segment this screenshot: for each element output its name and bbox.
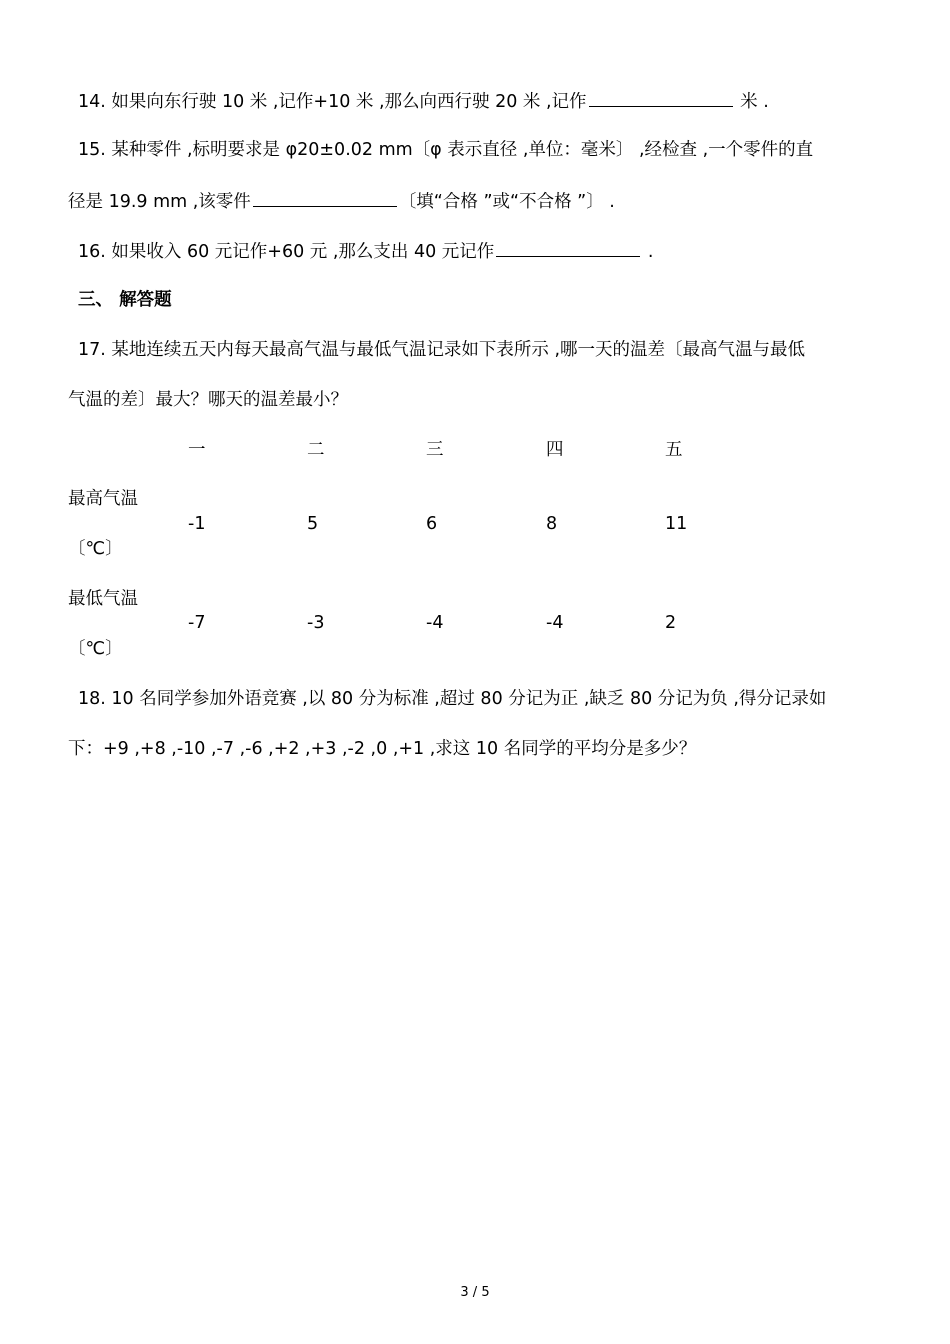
question-16-answer-blank[interactable] xyxy=(496,238,640,257)
table-header-day-5: 五 xyxy=(665,440,683,460)
table-row-low-label: 最低气温 xyxy=(68,589,138,609)
question-14-text: 14. 如果向东行驶 10 米 ,记作+10 米 ,那么向西行驶 20 米 ,记作 xyxy=(78,92,587,112)
table-cell-low-3: -4 xyxy=(426,613,444,633)
question-14 xyxy=(78,88,769,114)
question-15-answer-blank[interactable] xyxy=(253,188,397,207)
table-cell-low-5: 2 xyxy=(665,613,677,633)
question-15-text: 径是 19.9 mm ,该零件 xyxy=(68,192,251,212)
question-14-unit: 米 . xyxy=(734,92,769,112)
question-18-line-2: 下：+9 ,+8 ,-10 ,-7 ,-6 ,+2 ,+3 ,-2 ,0 ,+1 ,求这 10 名同学的平均分是多少？ xyxy=(68,739,697,759)
table-cell-high-4: 8 xyxy=(546,514,558,534)
question-15-line-1: 15. 某种零件 ,标明要求是 φ20±0.02 mm〔φ 表示直径 ,单位：毫米〕 ,经检查 ,一个零件的直 xyxy=(78,140,814,160)
table-header-day-4: 四 xyxy=(546,440,564,460)
table-header-day-3: 三 xyxy=(426,440,444,460)
question-16-text: 16. 如果收入 60 元记作+60 元 ,那么支出 40 元记作 xyxy=(78,242,495,262)
question-16-end: . xyxy=(642,242,654,262)
table-cell-low-1: -7 xyxy=(188,613,206,633)
question-17-line-1: 17. 某地连续五天内每天最高气温与最低气温记录如下表所示 ,哪一天的温差〔最高气温与最低 xyxy=(78,340,806,360)
page-number: 3 / 5 xyxy=(460,1285,490,1300)
question-14-answer-blank[interactable] xyxy=(589,88,733,107)
question-18-line-1: 18. 10 名同学参加外语竞赛 ,以 80 分为标准 ,超过 80 分记为正 ,缺乏 80 分记为负 ,得分记录如 xyxy=(78,689,827,709)
question-15-line-2 xyxy=(68,188,615,214)
table-cell-high-1: -1 xyxy=(188,514,206,534)
table-header-day-1: 一 xyxy=(188,440,206,460)
table-row-high-unit: 〔℃〕 xyxy=(68,539,123,559)
question-16 xyxy=(78,238,653,264)
table-row-high-label: 最高气温 xyxy=(68,489,138,509)
table-cell-low-2: -3 xyxy=(307,613,325,633)
table-cell-high-3: 6 xyxy=(426,514,438,534)
table-row-low-unit: 〔℃〕 xyxy=(68,639,123,659)
question-17-line-2: 气温的差〕最大？哪天的温差最小？ xyxy=(68,390,348,410)
table-cell-high-5: 11 xyxy=(665,514,688,534)
question-15-hint: 〔填“合格 ”或“不合格 ”〕 . xyxy=(398,192,615,212)
table-cell-low-4: -4 xyxy=(546,613,564,633)
table-header-day-2: 二 xyxy=(307,440,325,460)
table-cell-high-2: 5 xyxy=(307,514,319,534)
section-3-heading: 三、 解答题 xyxy=(78,290,172,310)
